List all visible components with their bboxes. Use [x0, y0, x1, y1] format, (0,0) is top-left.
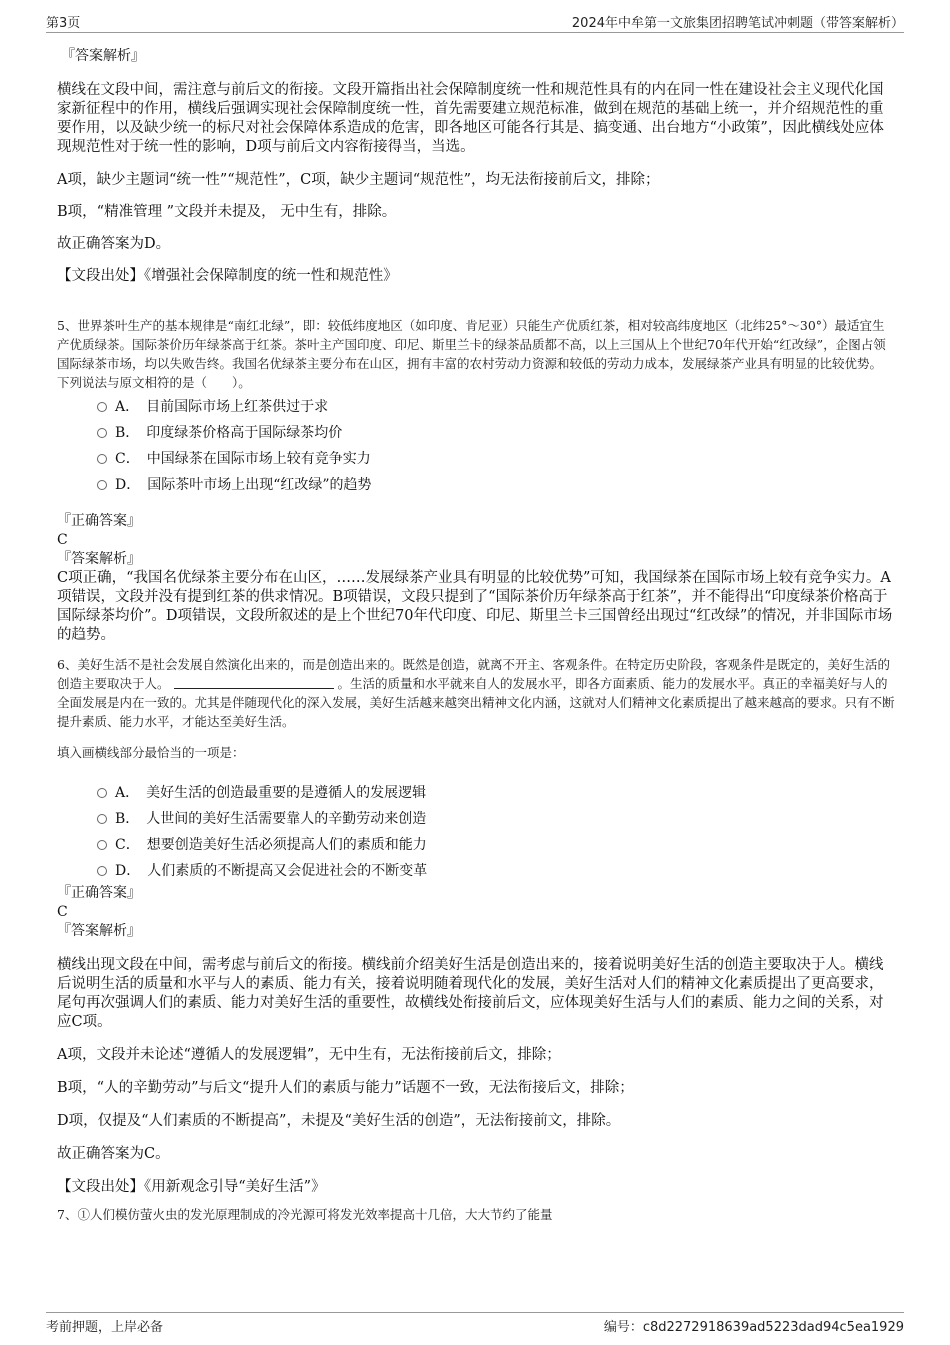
radio-icon[interactable] [97, 866, 107, 876]
radio-icon[interactable] [97, 454, 107, 464]
q4-analysis-p4: 故正确答案为D。 [57, 236, 171, 252]
radio-icon[interactable] [97, 402, 107, 412]
document-code: 编号：c8d2272918639ad5223dad94c5ea1929 [603, 1320, 904, 1335]
q5-option-d[interactable]: D． 国际茶叶市场上出现“红改绿”的趋势 [97, 472, 897, 498]
q5-answer-label: 『正确答案』 [57, 513, 141, 529]
radio-icon[interactable] [97, 788, 107, 798]
q6-analysis-p2: A项，文段并未论述“遵循人的发展逻辑”，无中生有，无法衔接前后文，排除； [57, 1047, 561, 1063]
page-header [46, 10, 904, 33]
radio-icon[interactable] [97, 814, 107, 824]
q6-stem: 6、美好生活不是社会发展自然演化出来的，而是创造出来的。既然是创造，就离不开主、客观条件。在特定历史阶段，客观条件是既定的，美好生活的创造主要取决于人。 。生活的质量和水平就来自人的发展水平，即各方面素质、能力的发展水平。真正的幸福美好与人的全面发展是内在一致的。尤其是伴随现代化的深入发展，美好生活越来越突出精神文化内涵，这就对人们精神文化素质提出了越来越高的要求。只有不断提升素质、能力水平，才能达至美好生活。 [57, 657, 895, 729]
document-title: 2024年中牟第一文旅集团招聘笔试冲刺题（带答案解析） [571, 16, 904, 31]
q4-analysis-p1: 横线在文段中间，需注意与前后文的衔接。文段开篇指出社会保障制度统一性和规范性具有的内在同一性在建设社会主义现代化国家新征程中的作用，横线后强调实现社会保障制度统一性，首先需要建立规范标准，做到在规范的基础上统一，并介绍规范性的重要作用，以及缺少统一的标尺对社会保障体系造成的危害，即各地区可能各行其是、搞变通、出台地方“小政策”，因此横线处应体现规范性对于统一性的影响，D项与前后文内容衔接得当，当选。 [57, 82, 884, 155]
radio-icon[interactable] [97, 428, 107, 438]
q5-answer: C [57, 532, 68, 548]
q6-source: 【文段出处】《用新观念引导“美好生活”》 [57, 1179, 326, 1195]
footer-slogan: 考前押题，上岸必备 [46, 1320, 164, 1335]
q5-option-a[interactable]: A． 目前国际市场上红茶供过于求 [97, 394, 897, 420]
q4-analysis-p2: A项，缺少主题词“统一性”“规范性”，C项，缺少主题词“规范性”，均无法衔接前后文，排除； [57, 172, 660, 188]
q6-answer: C [57, 904, 68, 920]
q6-analysis-p3: B项，“人的辛勤劳动”与后文“提升人们的素质与能力”话题不一致，无法衔接后文，排除； [57, 1080, 634, 1096]
q5-analysis: C项正确，“我国名优绿茶主要分布在山区，……发展绿茶产业具有明显的比较优势”可知，我国绿茶在国际市场上较有竞争实力。A项错误，文段并没有提到红茶的供求情况。B项错误，文段只提到了“国际茶价历年绿茶高于红茶”，并不能得出“印度绿茶价格高于国际绿茶均价”。D项错误，文段所叙述的是上个世纪70年代印度、印尼、斯里兰卡三国曾经出现过“红改绿”的情况，并非国际市场的趋势。 [57, 570, 893, 643]
q5-question: 下列说法与原文相符的是（ ）。 [57, 375, 251, 390]
q5-analysis-label: 『答案解析』 [57, 551, 141, 567]
q6-analysis-p4: D项，仅提及“人们素质的不断提高”，未提及“美好生活的创造”，无法衔接前文，排除。 [57, 1113, 621, 1129]
q6-option-d[interactable]: D． 人们素质的不断提高又会促进社会的不断变革 [97, 858, 897, 884]
radio-icon[interactable] [97, 840, 107, 850]
q6-options [57, 780, 897, 884]
fill-blank [174, 676, 334, 689]
q5-stem: 5、世界茶叶生产的基本规律是“南红北绿”，即：较低纬度地区（如印度、肯尼亚）只能生产优质红茶，相对较高纬度地区（北纬25°～30°）最适宜生产优质绿茶。国际茶价历年绿茶高于红茶。茶叶主产国印度、印尼、斯里兰卡的绿茶品质都不高，以上三国从上个世纪70年代开始“红改绿”，企图占领国际绿茶市场，均以失败告终。我国名优绿茶主要分布在山区，拥有丰富的农村劳动力资源和较低的劳动力成本，发展绿茶产业具有明显的比较优势。 [57, 318, 886, 371]
q6-answer-label: 『正确答案』 [57, 885, 141, 901]
q4-analysis-label: 『答案解析』 [61, 48, 145, 64]
q4-source: 【文段出处】《增强社会保障制度的统一性和规范性》 [57, 268, 398, 284]
q6-option-b[interactable]: B． 人世间的美好生活需要靠人的辛勤劳动来创造 [97, 806, 897, 832]
q6-question: 填入画横线部分最恰当的一项是： [57, 745, 245, 760]
q5-option-c[interactable]: C． 中国绿茶在国际市场上较有竞争实力 [97, 446, 897, 472]
radio-icon[interactable] [97, 480, 107, 490]
q6-option-a[interactable]: A． 美好生活的创造最重要的是遵循人的发展逻辑 [97, 780, 897, 806]
page-footer [46, 1312, 904, 1335]
q6-option-c[interactable]: C． 想要创造美好生活必须提高人们的素质和能力 [97, 832, 897, 858]
q6-analysis-p5: 故正确答案为C。 [57, 1146, 170, 1162]
q6-analysis-p1: 横线出现文段在中间，需考虑与前后文的衔接。横线前介绍美好生活是创造出来的，接着说明美好生活的创造主要取决于人。横线后说明生活的质量和水平与人的素质、能力有关，接着说明随着现代化的发展，美好生活对人们的精神文化素质提出了更高要求，尾句再次强调人们的素质、能力对美好生活的重要性，故横线处衔接前后文，应体现美好生活与人们的素质、能力之间的关系，对应C项。 [57, 957, 884, 1030]
page-content [57, 47, 897, 1224]
page-number: 第3页 [46, 16, 81, 31]
q5-options [57, 394, 897, 498]
q5-option-b[interactable]: B． 印度绿茶价格高于国际绿茶均价 [97, 420, 897, 446]
q7-stem: 7、①人们模仿萤火虫的发光原理制成的冷光源可将发光效率提高十几倍，大大节约了能量 [57, 1207, 553, 1222]
q6-analysis-label: 『答案解析』 [57, 923, 141, 939]
q4-analysis-p3: B项，“精准管理 ”文段并未提及， 无中生有，排除。 [57, 204, 397, 220]
